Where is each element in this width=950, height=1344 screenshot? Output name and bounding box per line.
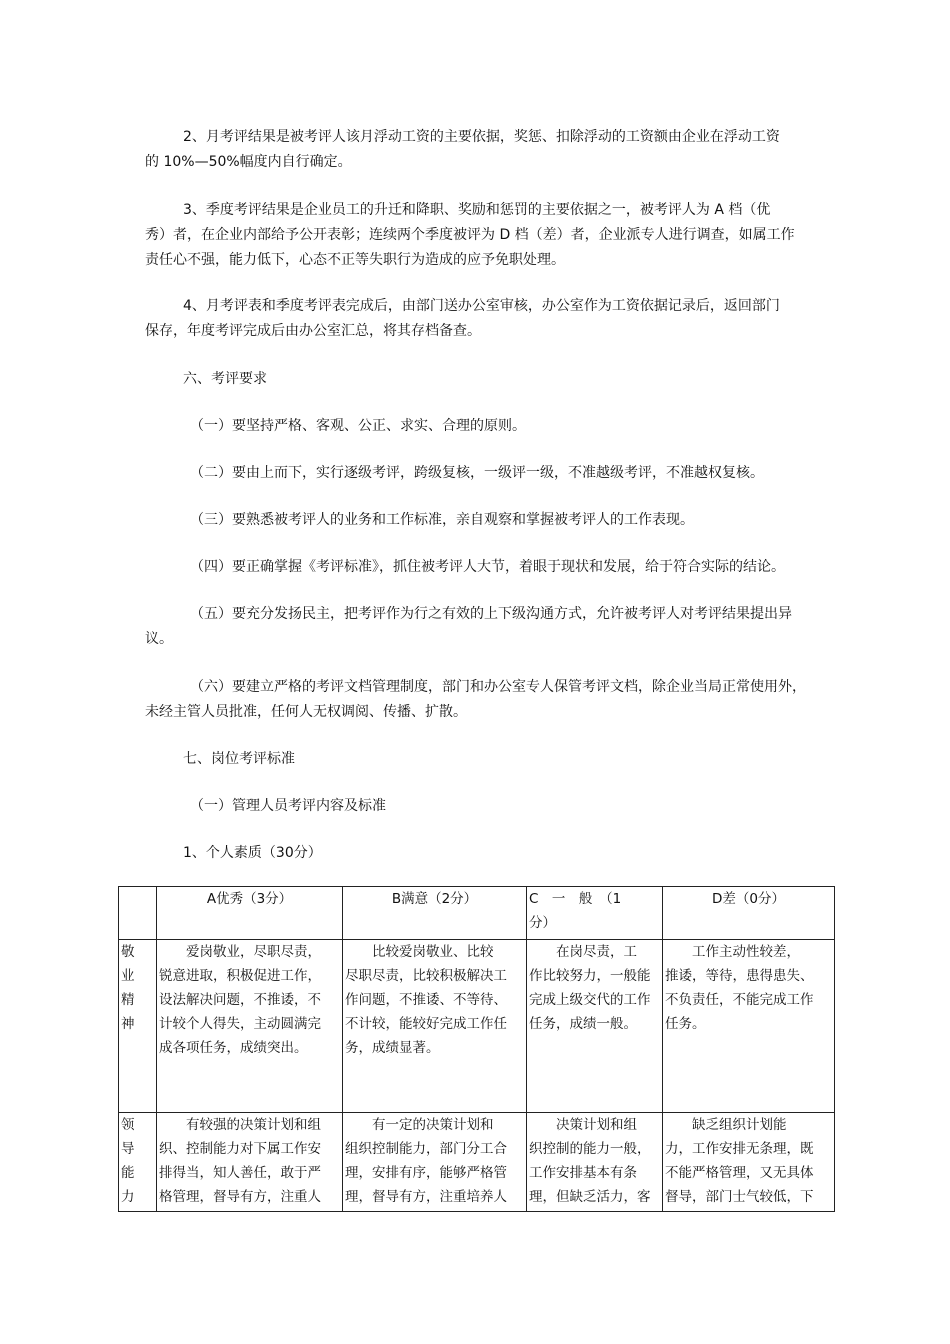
- cell-line: 织、控制能力对下属工作安: [159, 1141, 321, 1157]
- cell-line: 格管理，督导有方，注重人: [159, 1189, 321, 1205]
- label-char: 能: [121, 1165, 135, 1181]
- cell-line: 锐意进取，积极促进工作，: [159, 968, 321, 984]
- cell-line: 不负责任，不能完成工作: [665, 992, 814, 1008]
- requirement-item-5: [145, 602, 815, 652]
- requirement-item-4: [145, 555, 815, 580]
- table-cell: [527, 1113, 663, 1212]
- label-char: 力: [121, 1189, 135, 1205]
- header-cell-c: [527, 887, 663, 940]
- cell-line: 爱岗敬业，尽职尽责，: [159, 944, 321, 960]
- requirement-item-3: [145, 508, 815, 533]
- label-char: 神: [121, 1016, 135, 1032]
- text-line: 责任心不强，能力低下，心态不正等失职行为造成的应予免职处理。: [145, 252, 565, 268]
- table-cell: [343, 1113, 527, 1212]
- cell-line: 决策计划和组: [529, 1117, 637, 1133]
- cell-line: 有一定的决策计划和: [345, 1117, 494, 1133]
- cell-line: 比较爱岗敬业、比较: [345, 944, 494, 960]
- text-line: 秀）者，在企业内部给予公开表彰；连续两个季度被评为 D 档（差）者，企业派专人进行调查，如属工作: [145, 227, 795, 243]
- paragraph-archive: [145, 294, 815, 344]
- table-cell: [663, 1113, 835, 1212]
- cell-line: 有较强的决策计划和组: [159, 1117, 321, 1133]
- cell-line: 工作主动性较差，: [665, 944, 800, 960]
- cell-line: 完成上级交代的工作: [529, 992, 651, 1008]
- table-cell: [343, 940, 527, 1113]
- cell-line: 任务，成绩一般。: [529, 1016, 637, 1032]
- heading-text: 六、考评要求: [183, 371, 267, 387]
- row-label-dedication: [119, 940, 157, 1113]
- section-heading-requirements: [145, 367, 815, 392]
- cell-line: 务，成绩显著。: [345, 1040, 440, 1056]
- cell-line: 尽职尽责，比较积极解决工: [345, 968, 507, 984]
- cell-line: 缺乏组织计划能: [665, 1117, 787, 1133]
- cell-line: 推诿，等待，患得患失、: [665, 968, 814, 984]
- text-line: （六）要建立严格的考评文档管理制度，部门和办公室专人保管考评文档，除企业当局正常使用外，: [190, 679, 806, 695]
- cell-line: 织控制的能力一般，: [529, 1141, 651, 1157]
- text-line: 未经主管人员批准，任何人无权调阅、传播、扩散。: [145, 704, 467, 720]
- table-cell: [663, 940, 835, 1113]
- label-char: 业: [121, 968, 135, 984]
- subheading-personal-quality: [145, 841, 815, 866]
- cell-line: 理，但缺乏活力，客: [529, 1189, 651, 1205]
- cell-line: 力，工作安排无条理，既: [665, 1141, 814, 1157]
- cell-line: 作问题，不推诿、不等待、: [345, 992, 507, 1008]
- cell-line: 排得当，知人善任，敢于严: [159, 1165, 321, 1181]
- text-line: 4、月考评表和季度考评表完成后，由部门送办公室审核，办公室作为工资依据记录后，返回部门: [183, 298, 780, 314]
- cell-line: 设法解决问题，不推诿，不: [159, 992, 321, 1008]
- paragraph-quarterly-result: [145, 198, 815, 273]
- cell-line: 组织控制能力，部门分工合: [345, 1141, 507, 1157]
- heading-text: 七、岗位考评标准: [183, 751, 295, 767]
- table-row: [119, 1113, 835, 1212]
- header-c-line: C 一 般 （1: [529, 891, 622, 907]
- paragraph-monthly-result: [145, 125, 815, 175]
- table-header-row: [119, 887, 835, 940]
- header-cell-d: D差（0分）: [663, 887, 835, 940]
- cell-line: 理，安排有序，能够严格管: [345, 1165, 507, 1181]
- text-line: 的 10%—50%幅度内自行确定。: [145, 154, 352, 170]
- cell-line: 计较个人得失，主动圆满完: [159, 1016, 321, 1032]
- requirement-item-1: [145, 414, 815, 439]
- header-cell-empty: [119, 887, 157, 940]
- header-cell-b: B满意（2分）: [343, 887, 527, 940]
- requirement-item-2: [145, 461, 815, 486]
- heading-text: （一）管理人员考评内容及标准: [190, 798, 386, 814]
- cell-line: 不能严格管理，又无具体: [665, 1165, 814, 1181]
- text-line: （四）要正确掌握《考评标准》，抓住被考评人大节，着眼于现状和发展，给于符合实际的结论。: [190, 559, 785, 575]
- text-line: （五）要充分发扬民主，把考评作为行之有效的上下级沟通方式，允许被考评人对考评结果提出异: [190, 606, 792, 622]
- text-line: 保存，年度考评完成后由办公室汇总，将其存档备查。: [145, 323, 481, 339]
- text-line: 2、月考评结果是被考评人该月浮动工资的主要依据，奖惩、扣除浮动的工资额由企业在浮动工资: [183, 129, 780, 145]
- cell-line: 成各项任务，成绩突出。: [159, 1040, 308, 1056]
- subheading-management: [145, 794, 815, 819]
- section-heading-standards: [145, 747, 815, 772]
- label-char: 精: [121, 992, 135, 1008]
- requirement-item-6: [145, 675, 815, 725]
- row-label-leadership: [119, 1113, 157, 1212]
- cell-line: 督导，部门士气较低，下: [665, 1189, 814, 1205]
- cell-line: 理，督导有方，注重培养人: [345, 1189, 507, 1205]
- header-cell-a: A优秀（3分）: [157, 887, 343, 940]
- header-c-line: 分）: [529, 915, 556, 931]
- table-row: [119, 940, 835, 1113]
- text-line: 3、季度考评结果是企业员工的升迁和降职、奖励和惩罚的主要依据之一，被考评人为 A 档（优: [183, 202, 771, 218]
- table-cell: [157, 1113, 343, 1212]
- cell-line: 作比较努力，一般能: [529, 968, 651, 984]
- text-line: （二）要由上而下，实行逐级考评，跨级复核，一级评一级，不准越级考评，不准越权复核。: [190, 465, 764, 481]
- text-line: （三）要熟悉被考评人的业务和工作标准，亲自观察和掌握被考评人的工作表现。: [190, 512, 694, 528]
- text-line: 议。: [145, 631, 173, 647]
- cell-line: 不计较，能较好完成工作任: [345, 1016, 507, 1032]
- heading-text: 1、个人素质（30分）: [183, 845, 322, 861]
- label-char: 领: [121, 1117, 135, 1133]
- table-cell: [527, 940, 663, 1113]
- cell-line: 在岗尽责，工: [529, 944, 637, 960]
- cell-line: 工作安排基本有条: [529, 1165, 637, 1181]
- label-char: 导: [121, 1141, 135, 1157]
- evaluation-table: [118, 886, 835, 1212]
- table-cell: [157, 940, 343, 1113]
- label-char: 敬: [121, 944, 135, 960]
- text-line: （一）要坚持严格、客观、公正、求实、合理的原则。: [190, 418, 526, 434]
- cell-line: 任务。: [665, 1016, 706, 1032]
